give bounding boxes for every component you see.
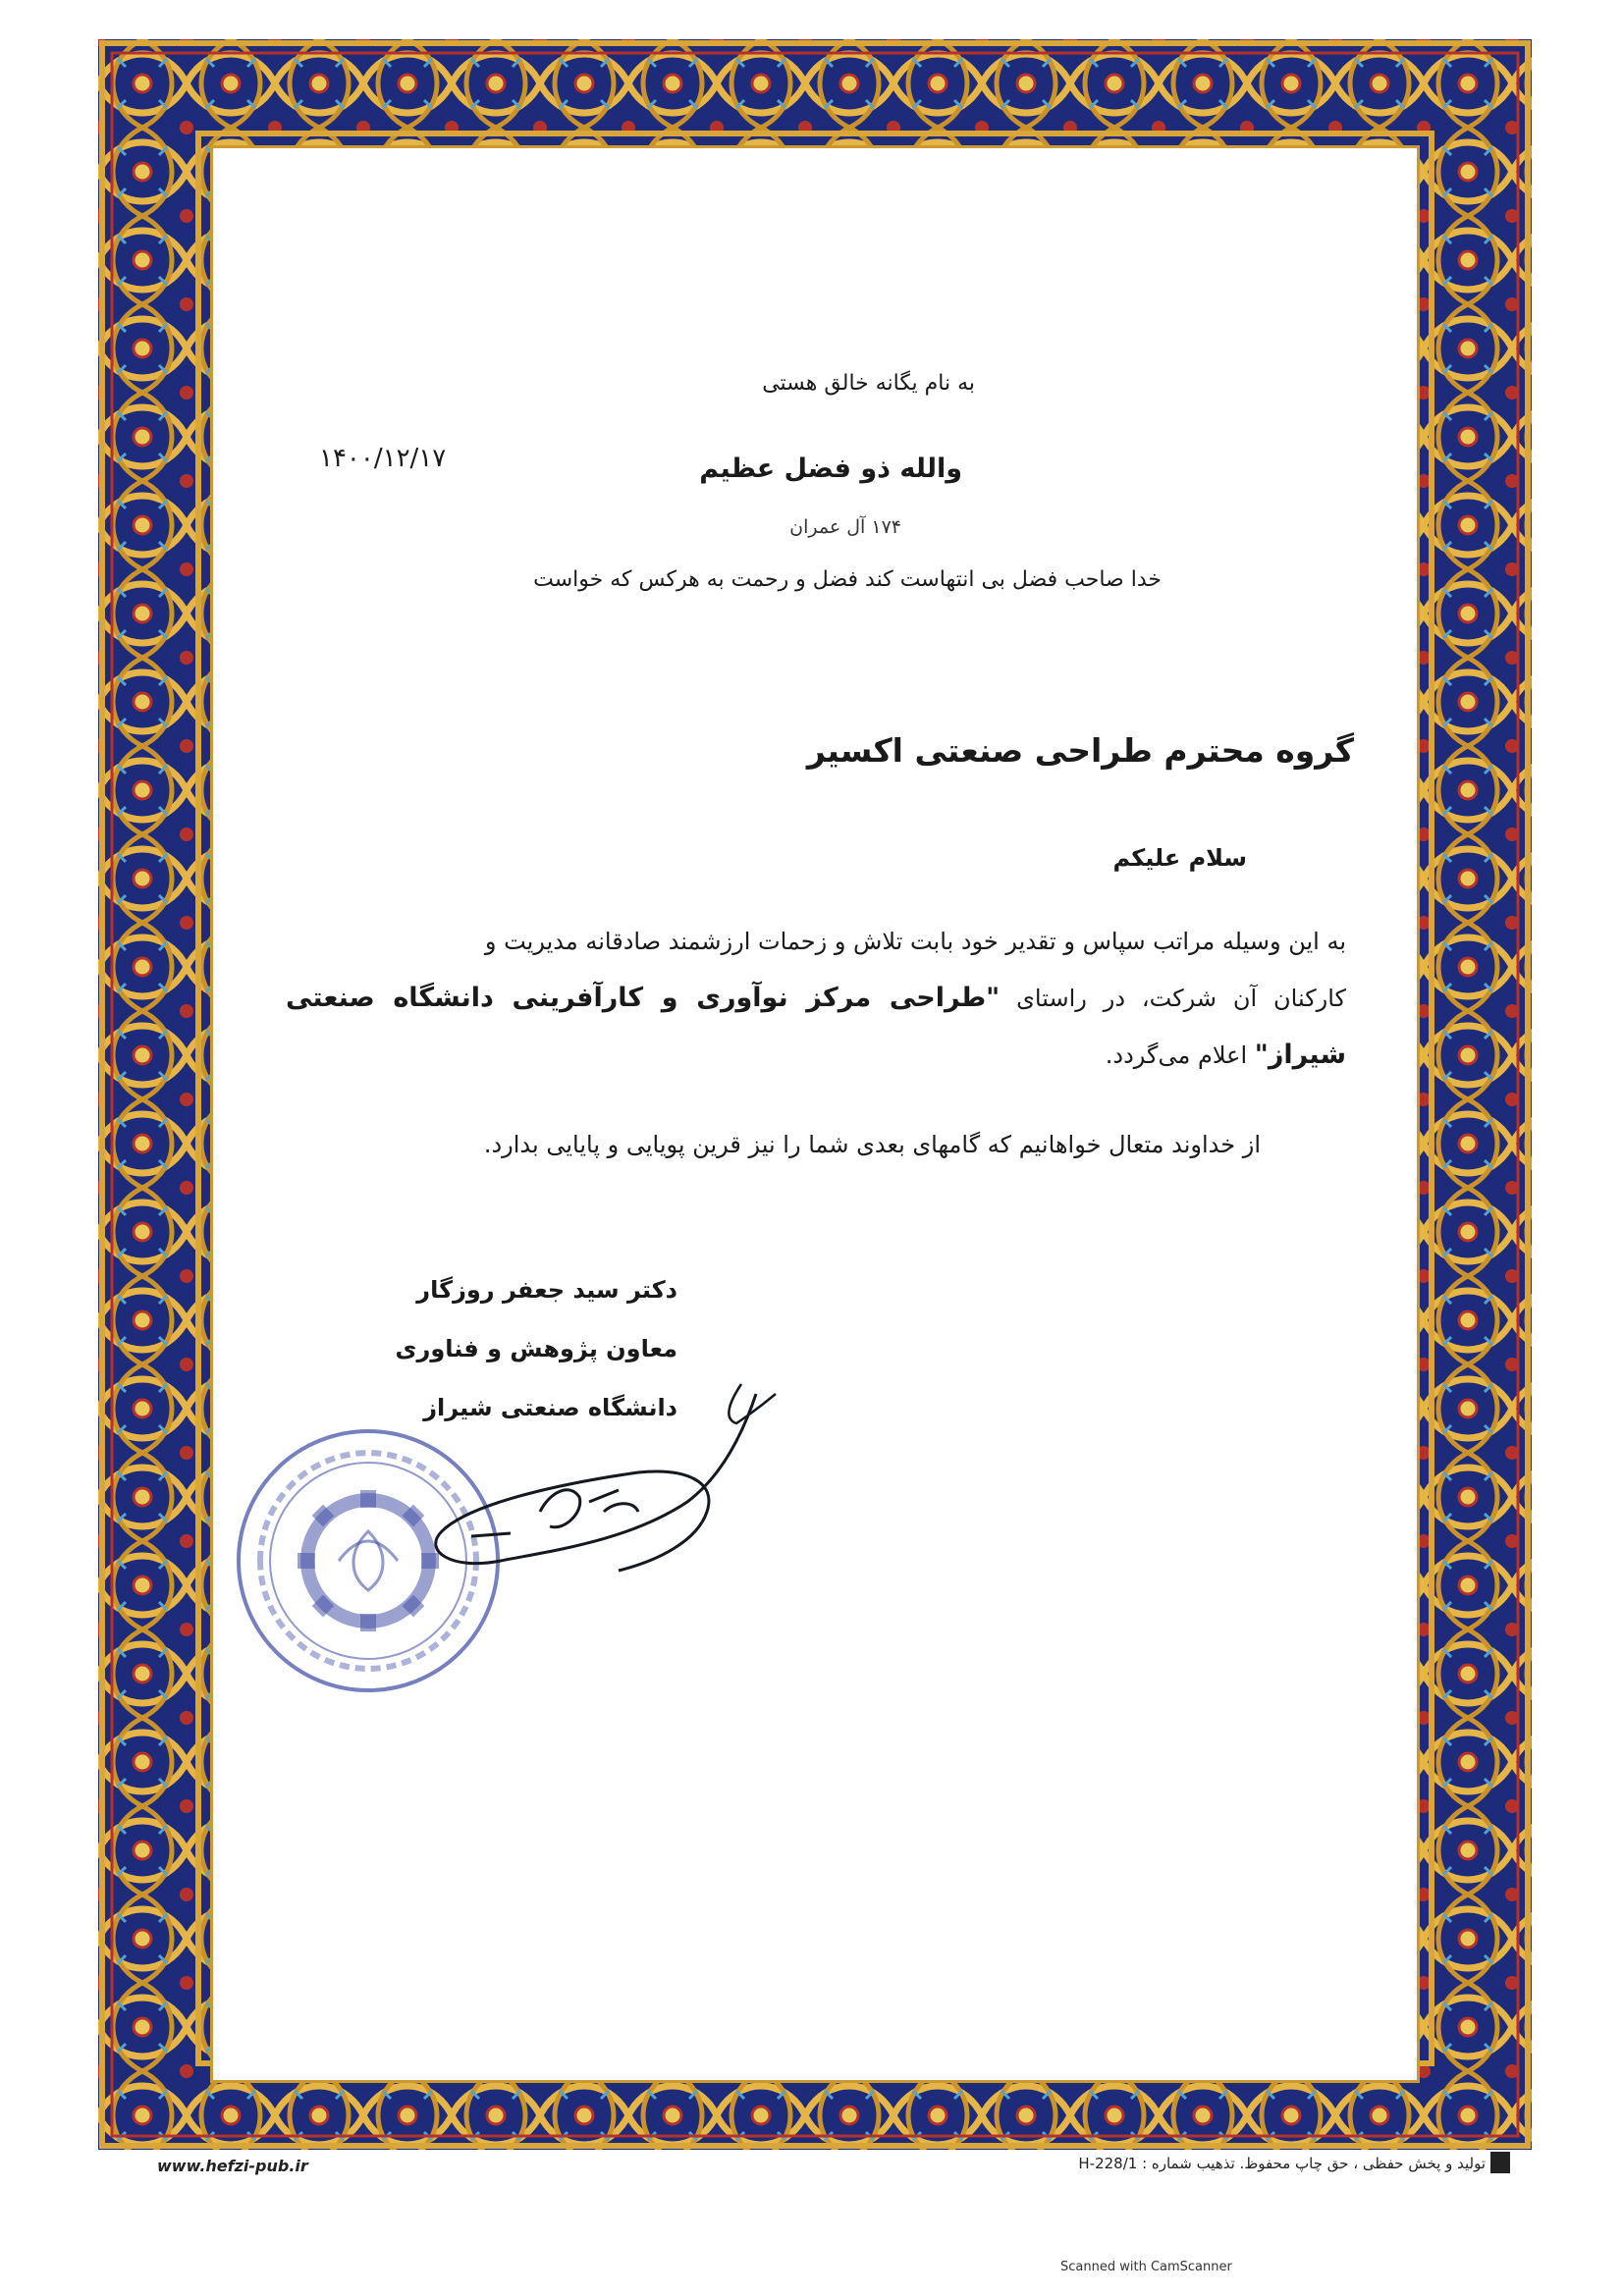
body-line-2	[286, 970, 1346, 1084]
recipient-title: گروه محترم طراحی صنعتی اکسیر	[806, 731, 1354, 770]
certificate-body	[286, 913, 1346, 1084]
print-note: تولید و پخش حفظی ، حق چاپ محفوظ. تذهیب شماره : H-228/1	[1078, 2155, 1486, 2172]
signatory-organization: دانشگاه صنعتی شیراز	[423, 1394, 677, 1421]
publisher-url: www.hefzi-pub.ir	[157, 2157, 308, 2175]
quran-verse: والله ذو فضل عظیم	[699, 454, 962, 484]
verse-translation: خدا صاحب فضل بی انتهاست کند فضل و رحمت به هرکس که خواست	[533, 567, 1162, 592]
body-line-2-text: کارکنان آن شرکت، در راستای	[1000, 985, 1346, 1012]
body-line-3-end: اعلام می‌گردد.	[1105, 1041, 1255, 1069]
body-line-1: به این وسیله مراتب سپاس و تقدیر خود بابت تلاش و زحمات ارزشمند صادقانه مدیریت و	[484, 928, 1346, 955]
scanner-watermark: Scanned with CamScanner	[1060, 2260, 1232, 2274]
publisher-logo	[1490, 2152, 1510, 2173]
issue-date: ۱۴۰۰/۱۲/۱۷	[319, 444, 447, 473]
signatory-name: دکتر سید جعفر روزگار	[416, 1276, 677, 1304]
basmala: به نام یگانه خالق هستی	[762, 371, 975, 396]
verse-reference: ۱۷۴ آل عمران	[789, 516, 901, 538]
handwritten-signature	[393, 1364, 805, 1620]
signatory-title: معاون پژوهش و فناوری	[395, 1335, 677, 1362]
closing-wish: از خداوند متعال خواهانیم که گامهای بعدی شما را نیز قرین پویایی و پایایی بدارد.	[483, 1131, 1261, 1158]
project-title: "طراحی مرکز نوآوری و کارآفرینی دانشگاه صنعتی شیراز"	[286, 983, 1346, 1070]
greeting: سلام علیکم	[1112, 844, 1247, 872]
certificate-content-area	[210, 145, 1420, 2083]
